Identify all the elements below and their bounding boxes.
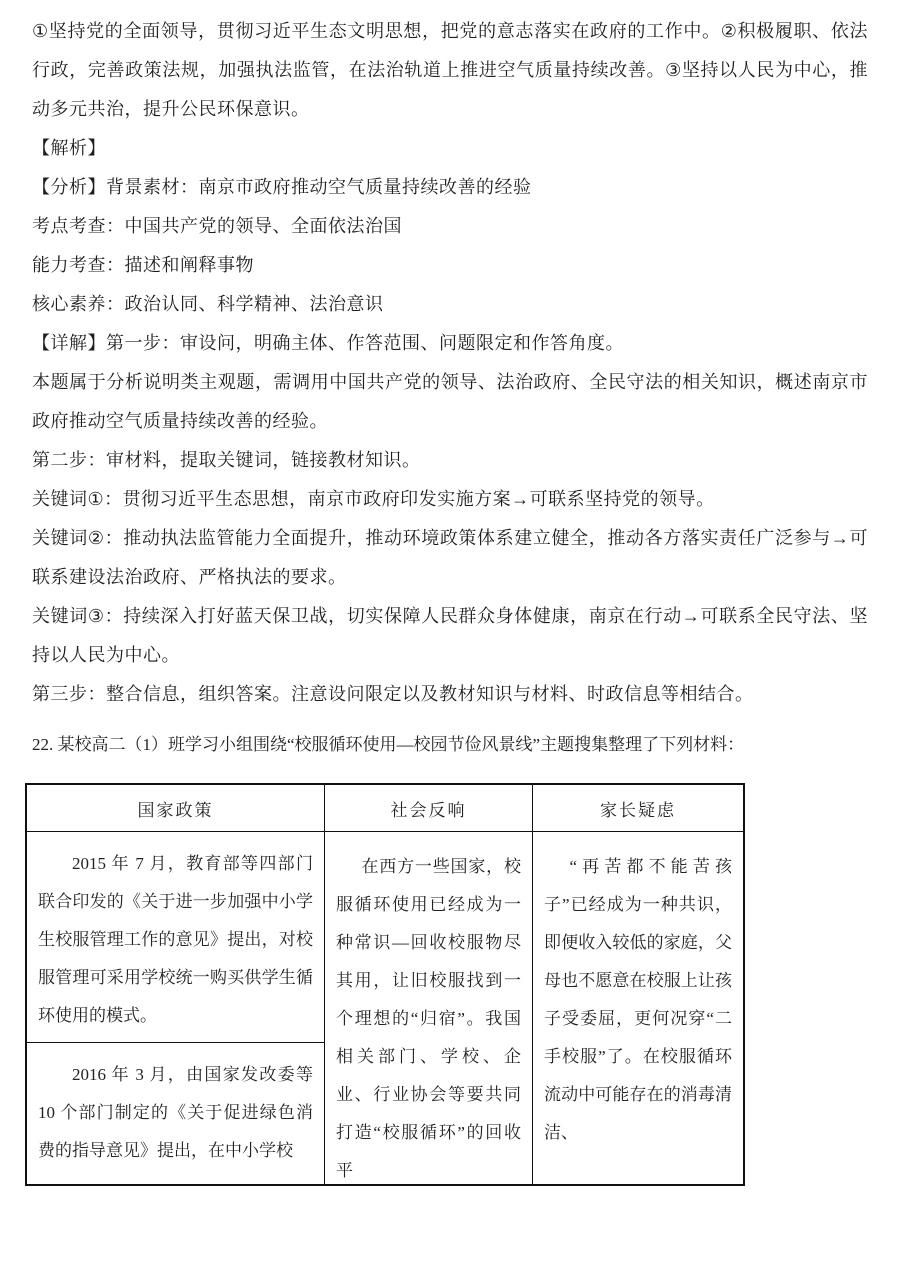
column-national-policy xyxy=(27,832,325,1184)
nengli-line: 能力考查：描述和阐释事物 xyxy=(32,255,254,275)
header-parent-concerns: 家长疑虑 xyxy=(600,800,676,820)
cell-parent-concerns: “再苦都不能苦孩子”已经成为一种共识，即便收入较低的家庭，父母也不愿意在校服上让孩子受委屈，更何况穿“二手校服”了。在校服循环流动中可能存在的消毒清洁、 xyxy=(544,857,732,1142)
cell-social-response: 在西方一些国家，校服循环使用已经成为一种常识—回收校服物尽其用，让旧校服找到一个理想的“归宿”。我国相关部门、学校、企业、行业协会等要共同打造“校服循环”的回收平 xyxy=(336,857,521,1180)
keyword-2-paragraph: 关键词②：推动执法监管能力全面提升，推动环境政策体系建立健全，推动各方落实责任广泛参与→可联系建设法治政府、严格执法的要求。 xyxy=(32,528,868,587)
fenxi-background-material: 【分析】背景素材：南京市政府推动空气质量持续改善的经验 xyxy=(32,177,532,197)
materials-table-body xyxy=(27,832,743,1184)
keyword-3-paragraph: 关键词③：持续深入打好蓝天保卫战，切实保障人民群众身体健康，南京在行动→可联系全民守法、坚持以人民为中心。 xyxy=(32,606,868,665)
hexin-suyang-line: 核心素养：政治认同、科学精神、法治意识 xyxy=(32,294,384,314)
column-parent-concerns xyxy=(533,832,743,1184)
jiexi-label: 【解析】 xyxy=(32,138,106,158)
step2-line: 第二步：审材料，提取关键词，链接教材知识。 xyxy=(32,450,421,470)
materials-table xyxy=(25,783,745,1186)
keyword-1-line: 关键词①：贯彻习近平生态思想，南京市政府印发实施方案→可联系坚持党的领导。 xyxy=(32,489,715,509)
column-social-response xyxy=(325,832,533,1184)
cell-policy-2015: 2015 年 7 月，教育部等四部门联合印发的《关于进一步加强中小学生校服管理工作的意见》提出，对校服管理可采用学校统一购买供学生循环使用的模式。 xyxy=(27,832,324,1043)
materials-table-header-row xyxy=(27,785,743,832)
kaodian-line: 考点考查：中国共产党的领导、全面依法治国 xyxy=(32,216,402,236)
header-social-response: 社会反响 xyxy=(325,785,533,831)
xiangjie-step1-line: 【详解】第一步：审设问，明确主体、作答范围、问题限定和作答角度。 xyxy=(32,333,624,353)
step1-detail-paragraph: 本题属于分析说明类主观题，需调用中国共产党的领导、法治政府、全民守法的相关知识，概述南京市政府推动空气质量持续改善的经验。 xyxy=(32,372,868,431)
question-22-intro: 22. 某校高二（1）班学习小组围绕“校服循环使用—校园节俭风景线”主题搜集整理了下列材料： xyxy=(32,735,745,754)
header-national-policy: 国家政策 xyxy=(27,785,325,831)
cell-policy-2016: 2016 年 3 月，由国家发改委等 10 个部门制定的《关于促进绿色消费的指导意见》提出，在中小学校 xyxy=(38,1065,313,1160)
step3-line: 第三步：整合信息，组织答案。注意设问限定以及教材知识与材料、时政信息等相结合。 xyxy=(32,684,754,704)
answer-points-paragraph: ①坚持党的全面领导，贯彻习近平生态文明思想，把党的意志落实在政府的工作中。②积极履职、依法行政，完善政策法规，加强执法监管，在法治轨道上推进空气质量持续改善。③坚持以人民为中心，推动多元共治，提升公民环保意识。 xyxy=(32,21,868,119)
